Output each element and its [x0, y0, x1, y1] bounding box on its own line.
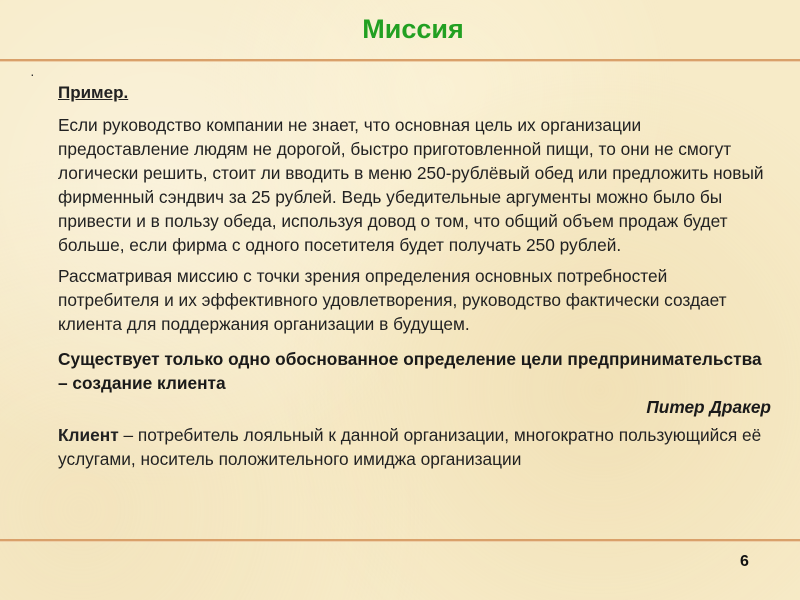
client-definition — [58, 423, 773, 471]
slide-title: Миссия — [362, 14, 464, 44]
definition-term: Клиент — [58, 425, 119, 445]
drucker-quote: Существует только одно обоснованное определение цели предпринимательства – создание клиента — [58, 349, 762, 393]
slide-content — [58, 82, 773, 471]
quote-author: Питер Дракер — [646, 397, 771, 417]
example-heading: Пример. — [58, 83, 129, 102]
top-divider — [0, 59, 800, 62]
definition-text: – потребитель лояльный к данной организации, многократно пользующийся её услугами, носитель положительного имиджа организации — [58, 425, 762, 469]
bullet-marker: · — [30, 66, 35, 82]
example-paragraph: Если руководство компании не знает, что основная цель их организации предоставление людям не дорогой, быстро приготовленной пищи, то они не смогут логически решить, стоит ли вводить в меню 250-рублёвый обед или предложить новый фирменный сэндвич за 25 рублей. Ведь убедительные аргументы можно было бы привести и в пользу обеда, используя довод о том, что общий объем продаж будет больше, если фирма с одного посетителя будет получать 250 рублей. — [58, 115, 764, 255]
page-number: 6 — [740, 553, 749, 570]
mission-paragraph: Рассматривая миссию с точки зрения определения основных потребностей потребителя и их эффективного удовлетворения, руководство фактически создает клиента для поддержания организации в будущем. — [58, 266, 727, 334]
bottom-divider — [0, 539, 800, 542]
